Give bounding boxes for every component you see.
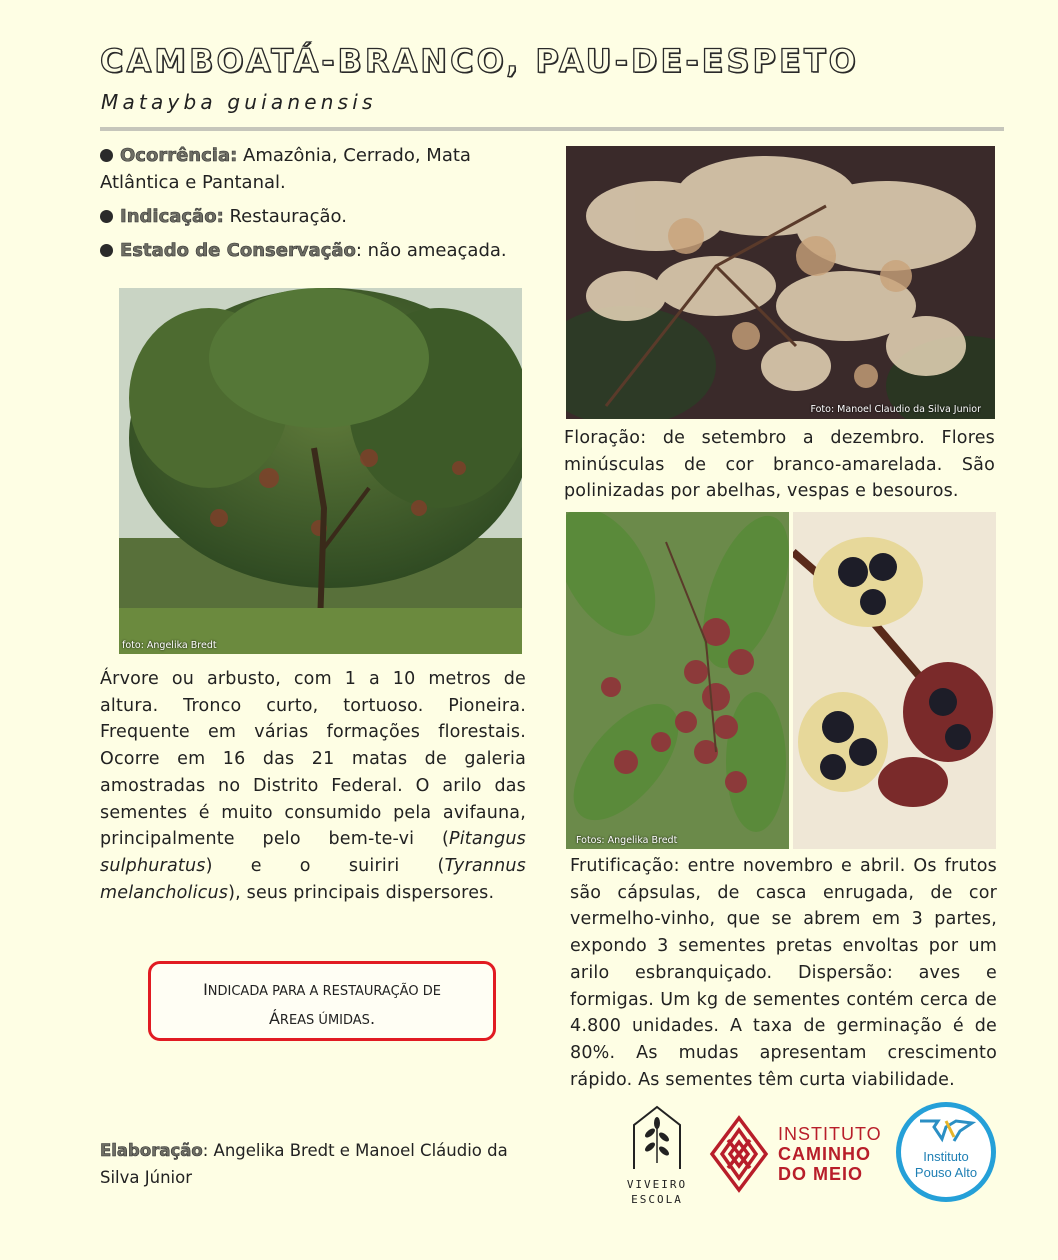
bird-icon [916, 1117, 976, 1143]
callout-text: REAS ÚMIDAS [279, 1013, 370, 1028]
credits-footer [100, 1137, 520, 1191]
fact-indication [100, 203, 520, 230]
species-name-pitangus: Pitangus sulphuratus [100, 829, 526, 876]
knot-icon [708, 1114, 770, 1194]
fruit-cluster-illustration [566, 512, 789, 849]
fruiting-text: Frutificação: entre novembro e abril. Os frutos são cápsulas, de casca enrugada, de cor vermelho-vinho, que se abrem em 3 partes, expondo 3 sementes pretas envoltas por um arilo esbranquiçado. Dispersão: aves e formigas. Um kg de sementes contém cerca de 4.800 unidades. A taxa de germinação é de 80%. As mudas apresentam crescimento rápido. As sementes têm curta viabilidade. [570, 856, 997, 1090]
bullet-icon [100, 210, 113, 223]
viveiro-text: VIVEIRO [626, 1178, 688, 1191]
bullet-icon [100, 149, 113, 162]
escola-text: ESCOLA [631, 1193, 683, 1206]
flower-illustration [566, 146, 995, 419]
callout-text: NDICADA PARA A RESTAURAÇÃO DE [207, 984, 441, 999]
instituto-pouso-alto-logo [896, 1102, 996, 1202]
fact-value: Amazônia, Cerrado, Mata Atlântica e Pantanal. [100, 145, 471, 193]
viveiro-escola-logo [620, 1103, 694, 1206]
callout-text: Á [268, 1009, 280, 1028]
instituto-caminho-logo [708, 1114, 770, 1198]
credits-names: : Angelika Bredt e Manoel Cláudio da Silva Júnior [100, 1141, 508, 1187]
flower-photo-credit: Foto: Manoel Claudio da Silva Junior [810, 404, 981, 415]
tree-photo-credit: foto: Angelika Bredt [122, 640, 217, 651]
fact-value: Restauração. [223, 206, 347, 227]
fruit-photo-left [566, 512, 789, 849]
fact-label: Ocorrência: [120, 145, 238, 166]
instituto-word: INSTITUTO [778, 1124, 882, 1144]
credits-label: Elaboração [100, 1141, 203, 1160]
species-description [100, 666, 526, 906]
flowering-text: Floração: de setembro a dezembro. Flores minúsculas de cor branco-amarelada. São polinizadas por abelhas, vespas e besouros. [564, 428, 995, 502]
fact-label: Estado de Conservação [120, 240, 356, 261]
open-fruit-illustration [793, 512, 996, 849]
fact-label: Indicação: [120, 206, 224, 227]
restoration-callout [148, 961, 496, 1041]
bullet-icon [100, 244, 113, 257]
common-name-title: CAMBOATÁ-BRANCO, PAU-DE-ESPETO [100, 42, 859, 80]
species-name-tyrannus: Tyrannus melancholicus [100, 855, 526, 903]
header-divider [100, 127, 1004, 131]
fact-occurrence [100, 142, 520, 196]
tree-illustration [119, 288, 522, 654]
tree-photo [119, 288, 522, 654]
flower-photo [566, 146, 995, 419]
fruit-photo-right [793, 512, 996, 849]
scientific-name: Matayba guianensis [101, 90, 377, 114]
caminho-word: CAMINHO [778, 1144, 871, 1164]
pouso-alto-word: Pouso Alto [914, 1165, 978, 1180]
viveiro-house-icon [620, 1103, 694, 1173]
do-meio-word: DO MEIO [778, 1164, 864, 1184]
description-text: ) e o suiriri ( [205, 855, 445, 876]
fruit-photo-credit: Fotos: Angelika Bredt [576, 835, 678, 846]
description-text: ), seus principais dispersores. [228, 882, 495, 903]
callout-text: I [203, 980, 208, 999]
instituto-caminho-text [778, 1124, 882, 1184]
callout-text: . [369, 1009, 376, 1028]
fact-conservation [100, 237, 520, 264]
description-text: Árvore ou arbusto, com 1 a 10 metros de altura. Tronco curto, tortuoso. Pioneira. Frequente em várias formações florestais. Ocorre em 16 das 21 matas de galeria amostradas no Distrito Federal. O arilo das sementes é muito consumido pela avifauna, principalmente pelo bem-te-vi ( [100, 669, 526, 850]
fact-value: : não ameaçada. [355, 240, 507, 261]
pouso-instituto-word: Instituto [923, 1149, 969, 1164]
